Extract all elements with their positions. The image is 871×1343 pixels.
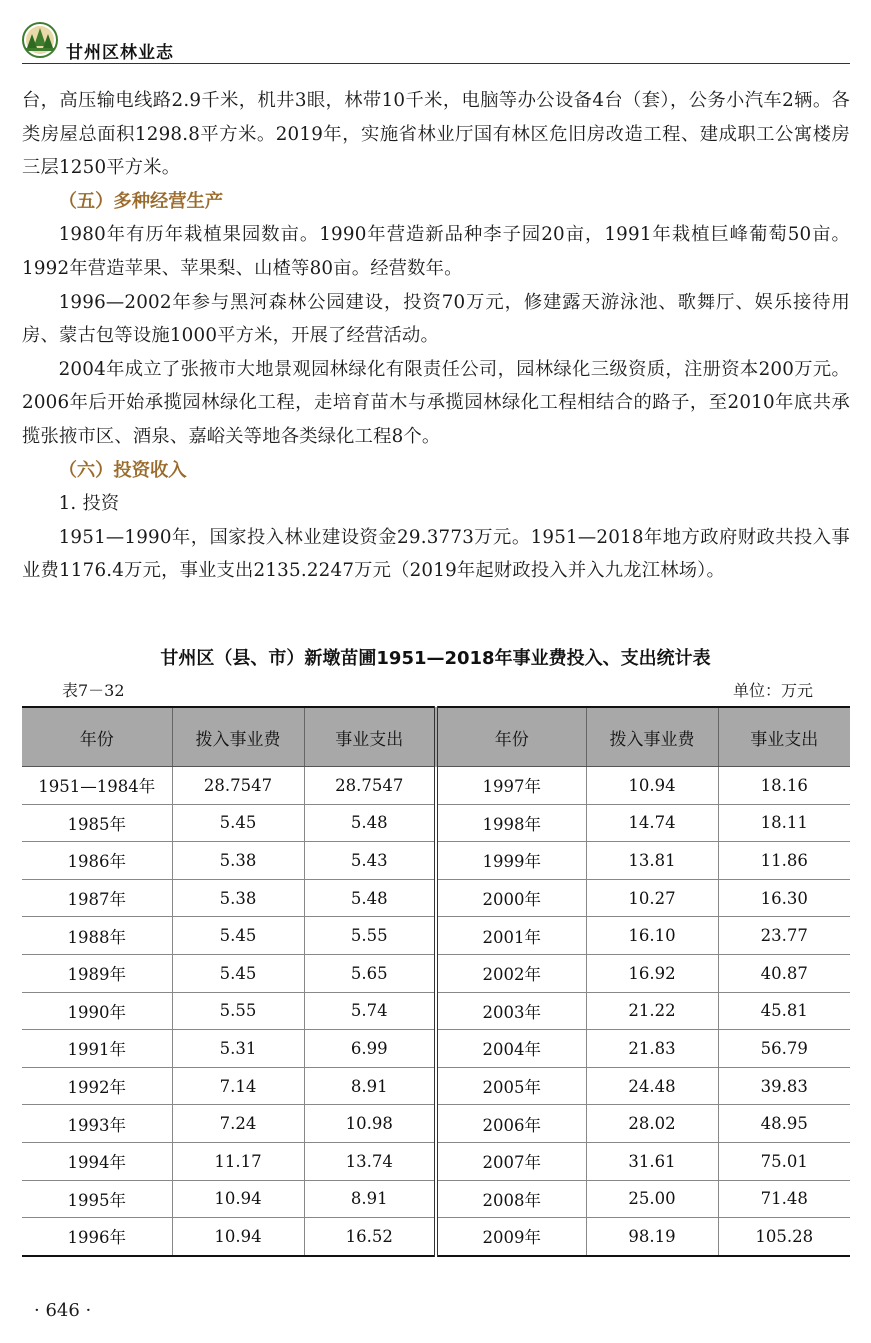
- cell-year: 1999年: [436, 842, 586, 880]
- cell-year: 1998年: [436, 804, 586, 842]
- cell-allocated: 5.38: [172, 842, 304, 880]
- body-paragraph: 1. 投资: [58, 493, 120, 515]
- cell-allocated: 7.14: [172, 1067, 304, 1105]
- header-divider: [22, 63, 850, 64]
- cell-expenditure: 105.28: [718, 1218, 850, 1256]
- cell-allocated: 10.94: [586, 767, 718, 805]
- cell-expenditure: 5.65: [304, 954, 436, 992]
- cell-expenditure: 39.83: [718, 1067, 850, 1105]
- cell-allocated: 11.17: [172, 1142, 304, 1180]
- body-paragraph: 2004年成立了张掖市大地景观园林绿化有限责任公司，园林绿化三级资质，注册资本200万元。2006年后开始承揽园林绿化工程，走培育苗木与承揽园林绿化工程相结合的路子，至2010年底共承揽张掖市区、酒泉、嘉峪关等地各类绿化工程8个。: [22, 358, 850, 447]
- table-row: [22, 1142, 850, 1180]
- cell-year: 1951—1984年: [22, 767, 172, 805]
- cell-year: 1986年: [22, 842, 172, 880]
- cell-expenditure: 16.30: [718, 879, 850, 917]
- table-row: [22, 992, 850, 1030]
- col-header-year: 年份: [436, 707, 586, 767]
- cell-year: 2005年: [436, 1067, 586, 1105]
- cell-allocated: 7.24: [172, 1105, 304, 1143]
- cell-expenditure: 75.01: [718, 1142, 850, 1180]
- cell-allocated: 14.74: [586, 804, 718, 842]
- cell-expenditure: 18.16: [718, 767, 850, 805]
- cell-allocated: 5.55: [172, 992, 304, 1030]
- table-row: [22, 804, 850, 842]
- cell-year: 1993年: [22, 1105, 172, 1143]
- cell-allocated: 25.00: [586, 1180, 718, 1218]
- cell-year: 2002年: [436, 954, 586, 992]
- cell-allocated: 21.22: [586, 992, 718, 1030]
- statistics-table: [22, 706, 850, 1257]
- cell-allocated: 5.31: [172, 1030, 304, 1068]
- table-row: [22, 1105, 850, 1143]
- cell-year: 1995年: [22, 1180, 172, 1218]
- table-row: [22, 842, 850, 880]
- table-row: [22, 954, 850, 992]
- cell-allocated: 5.38: [172, 879, 304, 917]
- cell-year: 2000年: [436, 879, 586, 917]
- col-header-allocated: 拨入事业费: [172, 707, 304, 767]
- page-header: [22, 22, 850, 64]
- cell-allocated: 24.48: [586, 1067, 718, 1105]
- table-unit: 单位：万元: [732, 681, 813, 700]
- cell-allocated: 31.61: [586, 1142, 718, 1180]
- cell-year: 1992年: [22, 1067, 172, 1105]
- cell-expenditure: 45.81: [718, 992, 850, 1030]
- body-paragraph: 台，高压输电线路2.9千米，机井3眼，林带10千米，电脑等办公设备4台（套），公务小汽车2辆。各类房屋总面积1298.8平方米。2019年，实施省林业厅国有林区危旧房改造工程、建成职工公寓楼房三层1250平方米。: [22, 90, 850, 179]
- section-heading: （五）多种经营生产: [58, 190, 224, 212]
- cell-year: 1991年: [22, 1030, 172, 1068]
- body-paragraph: 1980年有历年栽植果园数亩。1990年营造新品种李子园20亩，1991年栽植巨峰葡萄50亩。1992年营造苹果、苹果梨、山楂等80亩。经营数年。: [22, 224, 850, 279]
- body-paragraph: 1951—1990年，国家投入林业建设资金29.3773万元。1951—2018年地方政府财政共投入事业费1176.4万元，事业支出2135.2247万元（2019年起财政投入并入九龙江林场）。: [22, 526, 850, 582]
- col-header-allocated: 拨入事业费: [586, 707, 718, 767]
- cell-expenditure: 28.7547: [304, 767, 436, 805]
- table-row: [22, 1180, 850, 1218]
- cell-expenditure: 18.11: [718, 804, 850, 842]
- cell-expenditure: 8.91: [304, 1180, 436, 1218]
- cell-expenditure: 48.95: [718, 1105, 850, 1143]
- cell-expenditure: 23.77: [718, 917, 850, 955]
- cell-year: 1994年: [22, 1142, 172, 1180]
- cell-expenditure: 71.48: [718, 1180, 850, 1218]
- cell-expenditure: 11.86: [718, 842, 850, 880]
- cell-year: 1988年: [22, 917, 172, 955]
- table-row: [22, 917, 850, 955]
- cell-expenditure: 40.87: [718, 954, 850, 992]
- cell-expenditure: 5.74: [304, 992, 436, 1030]
- cell-allocated: 5.45: [172, 954, 304, 992]
- cell-year: 2009年: [436, 1218, 586, 1256]
- cell-allocated: 16.10: [586, 917, 718, 955]
- cell-expenditure: 16.52: [304, 1218, 436, 1256]
- cell-year: 1990年: [22, 992, 172, 1030]
- cell-expenditure: 5.43: [304, 842, 436, 880]
- cell-allocated: 10.27: [586, 879, 718, 917]
- book-title: 甘州区林业志: [66, 43, 174, 63]
- page-number: · 646 ·: [34, 1300, 92, 1321]
- table-row: [22, 1030, 850, 1068]
- cell-expenditure: 56.79: [718, 1030, 850, 1068]
- table-number: 表7－32: [62, 681, 125, 700]
- table-row: [22, 879, 850, 917]
- cell-expenditure: 10.98: [304, 1105, 436, 1143]
- table-header-row: [22, 707, 850, 767]
- cell-allocated: 13.81: [586, 842, 718, 880]
- table-row: [22, 1218, 850, 1256]
- cell-year: 1989年: [22, 954, 172, 992]
- body-paragraph: 1996—2002年参与黑河森林公园建设，投资70万元，修建露天游泳池、歌舞厅、娱乐接待用房、蒙古包等设施1000平方米，开展了经营活动。: [22, 291, 850, 347]
- forest-trees-icon: [22, 22, 58, 58]
- cell-allocated: 28.02: [586, 1105, 718, 1143]
- cell-year: 2003年: [436, 992, 586, 1030]
- cell-year: 2004年: [436, 1030, 586, 1068]
- body-text: [22, 84, 850, 588]
- cell-allocated: 98.19: [586, 1218, 718, 1256]
- cell-expenditure: 8.91: [304, 1067, 436, 1105]
- cell-allocated: 21.83: [586, 1030, 718, 1068]
- cell-allocated: 10.94: [172, 1218, 304, 1256]
- cell-expenditure: 6.99: [304, 1030, 436, 1068]
- cell-allocated: 5.45: [172, 917, 304, 955]
- table-title: 甘州区（县、市）新墩苗圃1951—2018年事业费投入、支出统计表: [160, 648, 711, 669]
- cell-expenditure: 5.55: [304, 917, 436, 955]
- cell-year: 1987年: [22, 879, 172, 917]
- cell-year: 2008年: [436, 1180, 586, 1218]
- table-row: [22, 1067, 850, 1105]
- cell-year: 1985年: [22, 804, 172, 842]
- cell-year: 1996年: [22, 1218, 172, 1256]
- cell-expenditure: 13.74: [304, 1142, 436, 1180]
- col-header-expenditure: 事业支出: [304, 707, 436, 767]
- section-heading: （六）投资收入: [58, 459, 187, 481]
- cell-allocated: 10.94: [172, 1180, 304, 1218]
- cell-year: 1997年: [436, 767, 586, 805]
- cell-expenditure: 5.48: [304, 879, 436, 917]
- cell-year: 2007年: [436, 1142, 586, 1180]
- cell-year: 2001年: [436, 917, 586, 955]
- cell-expenditure: 5.48: [304, 804, 436, 842]
- cell-allocated: 16.92: [586, 954, 718, 992]
- col-header-year: 年份: [22, 707, 172, 767]
- cell-allocated: 28.7547: [172, 767, 304, 805]
- cell-allocated: 5.45: [172, 804, 304, 842]
- col-header-expenditure: 事业支出: [718, 707, 850, 767]
- table-row: [22, 767, 850, 805]
- cell-year: 2006年: [436, 1105, 586, 1143]
